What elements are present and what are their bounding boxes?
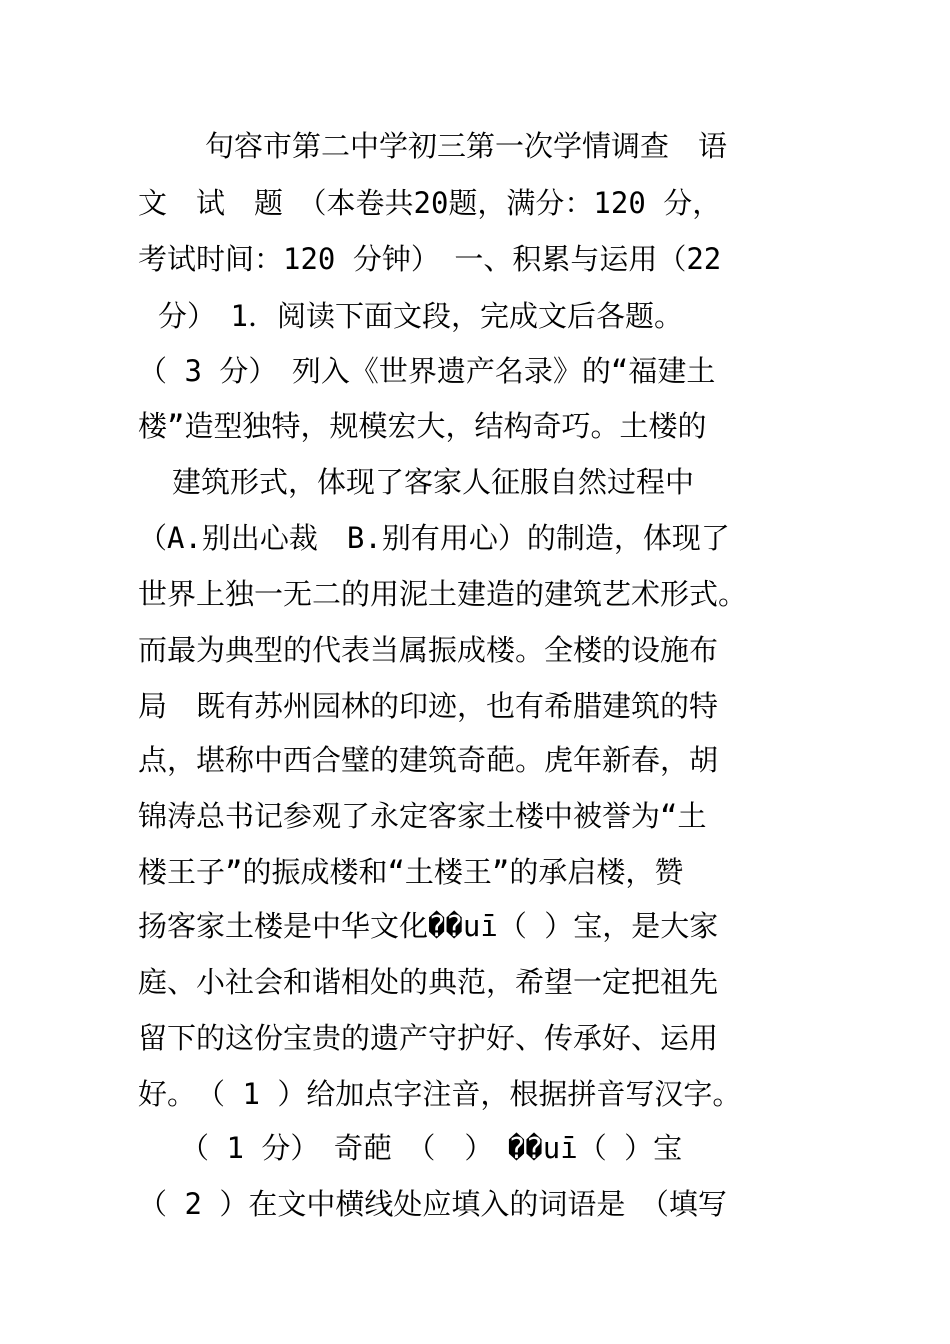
text-line-12: 点，堪称中西合璧的建筑奇葩。虎年新春，胡 <box>138 743 719 777</box>
text-line-1: 句容市第二中学初三第一次学情调查 语 <box>205 129 728 163</box>
text-line-11: 局 既有苏州园林的印迹，也有希腊建筑的特 <box>138 689 719 723</box>
text-line-6: 楼”造型独特，规模宏大，结构奇巧。土楼的 <box>138 409 707 443</box>
text-line-4: 分） 1．阅读下面文段，完成文后各题。 <box>158 299 683 333</box>
text-line-8: （A.别出心裁 B.别有用心）的制造，体现了 <box>138 521 730 555</box>
text-line-3: 考试时间：120 分钟） 一、积累与运用（22 <box>138 242 722 276</box>
text-line-14: 楼王子”的振成楼和“土楼王”的承启楼，赞 <box>138 855 684 889</box>
text-line-18: 好。 （ 1 ）给加点字注音，根据拼音写汉字。 <box>138 1077 742 1111</box>
text-line-13: 锦涛总书记参观了永定客家土楼中被誉为“土 <box>138 799 707 833</box>
text-line-15: 扬客家土楼是中华文化��uī（ ）宝，是大家 <box>138 909 719 943</box>
text-line-20: （ 2 ）在文中横线处应填入的词语是 （填写 <box>138 1187 727 1221</box>
text-line-5: （ 3 分） 列入《世界遗产名录》的“福建土 <box>138 354 716 388</box>
text-line-2: 文 试 题 （本卷共20题，满分：120 分， <box>138 186 722 220</box>
text-line-7: 建筑形式，体现了客家人征服自然过程中 <box>172 465 695 499</box>
text-line-10: 而最为典型的代表当属振成楼。全楼的设施布 <box>138 633 719 667</box>
text-line-9: 世界上独一无二的用泥土建造的建筑艺术形式。 <box>138 577 748 611</box>
text-line-16: 庭、小社会和谐相处的典范，希望一定把祖先 <box>138 965 719 999</box>
text-line-19: （ 1 分） 奇葩 （ ） ��uī（ ）宝 <box>180 1131 683 1165</box>
text-line-17: 留下的这份宝贵的遗产守护好、传承好、运用 <box>138 1021 719 1055</box>
